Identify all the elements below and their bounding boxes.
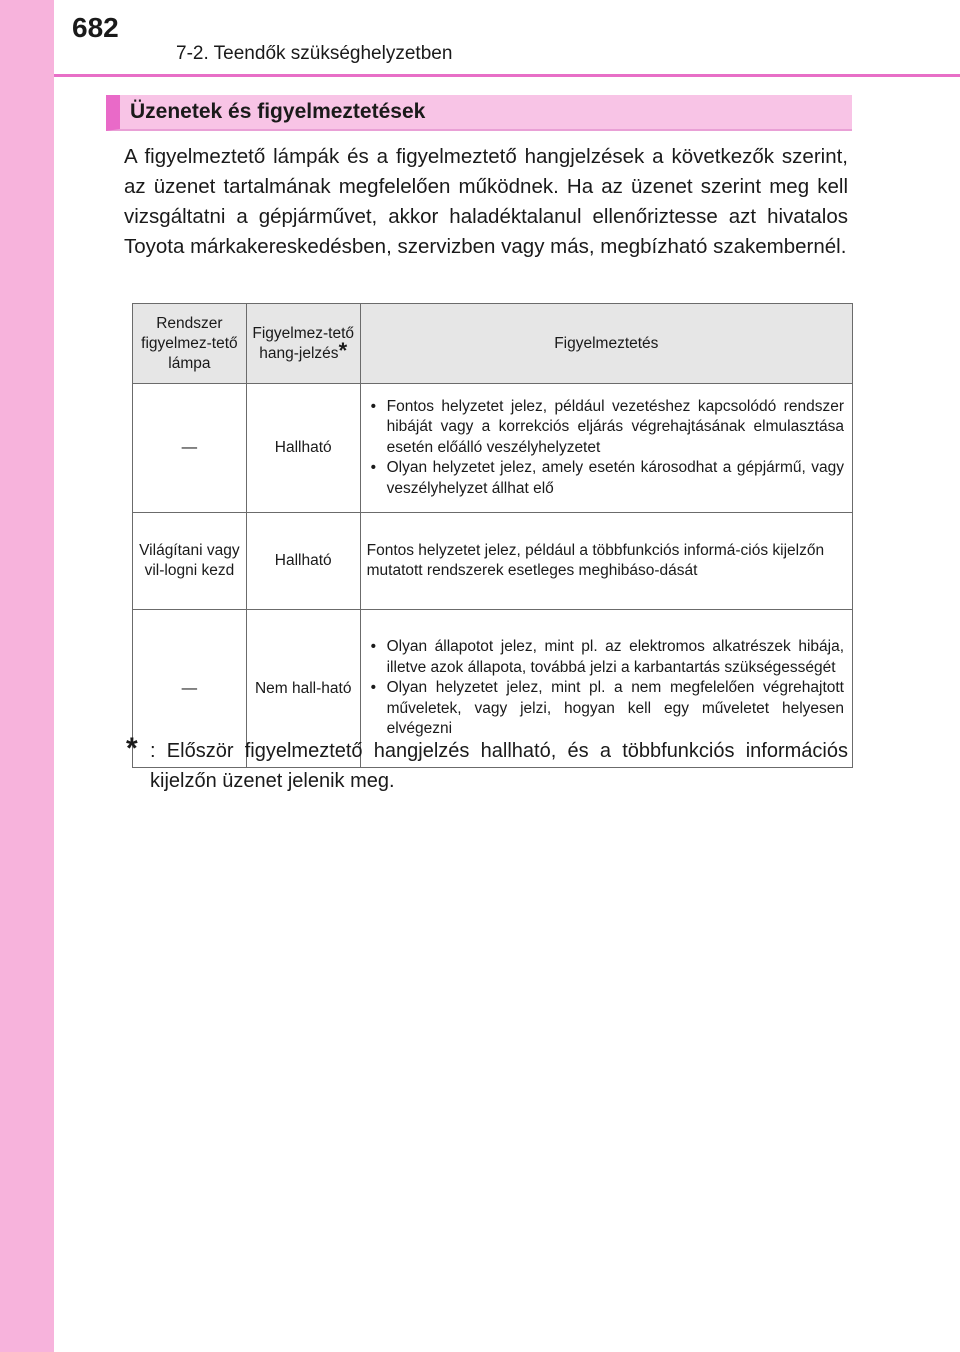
chapter-title: 7-2. Teendők szükséghelyzetben (176, 43, 453, 64)
footnote-text: : Először figyelmeztető hangjelzés hallható, és a többfunkciós információs kijelzőn üzenet jelenik meg. (150, 740, 848, 792)
table-row (133, 384, 853, 513)
header-warning (360, 304, 852, 384)
cell-warning: Fontos helyzetet jelez, például a többfunkciós informá-ciós kijelzőn mutatott rendszerek esetleges meghibáso-dását (360, 513, 852, 610)
page-margin-band (0, 0, 54, 1352)
table-row (133, 513, 853, 610)
cell-lamp: — (133, 610, 247, 768)
warning-table (132, 303, 853, 768)
intro-paragraph: A figyelmeztető lámpák és a figyelmeztető hangjelzések a következők szerint, az üzenet tartalmának megfelelően működnek. Ha az üzenet szerint meg kell vizsgáltatni a gépjárművet, akkor haladéktalanul ellenőriztesse azt hivatalos Toyota márkakereskedésben, szervizben vagy más, megbízható szakembernél. (124, 145, 848, 258)
table-header-row (133, 304, 853, 384)
header-lamp-label: Rendszer figyelmez-tető lámpa (141, 314, 238, 372)
footnote-asterisk: * (338, 337, 348, 363)
header-divider (54, 74, 960, 77)
header-lamp (133, 304, 247, 384)
list-item: • Olyan helyzetet jelez, mint pl. a nem megfelelően végrehajtott műveletek, vagy jelzi, hogyan kell egy műveletet helyesen elvégezni (367, 678, 844, 740)
header-warning-label: Figyelmeztetés (554, 334, 659, 352)
cell-lamp: Világítani vagy vil-logni kezd (133, 513, 247, 610)
list-item: • Fontos helyzetet jelez, például vezetéshez kapcsolódó rendszer hibáját vagy a korrekciós eljárás végrehajtásának elmulasztása esetén előálló veszélyhelyzetet (367, 397, 844, 459)
footnote (126, 732, 848, 796)
section-header (106, 95, 852, 131)
cell-sound: Hallható (246, 384, 360, 513)
section-title: Üzenetek és figyelmeztetések (130, 100, 426, 123)
list-item: • Olyan állapotot jelez, mint pl. az elektromos alkatrészek hibája, illetve azok állapota, továbbá jelzi a karbantartás szükségességét (367, 637, 844, 678)
list-item: • Olyan helyzetet jelez, amely esetén károsodhat a gépjármű, vagy veszélyhelyzet állhat elő (367, 458, 844, 499)
cell-sound: Nem hall-ható (246, 610, 360, 768)
cell-sound: Hallható (246, 513, 360, 610)
cell-lamp: — (133, 384, 247, 513)
footnote-mark: * (126, 732, 138, 765)
header-sound-label: Figyelmez-tető hang-jelzés (252, 324, 355, 362)
page-number: 682 (72, 12, 119, 43)
header-sound (246, 304, 360, 384)
cell-warning (360, 384, 852, 513)
